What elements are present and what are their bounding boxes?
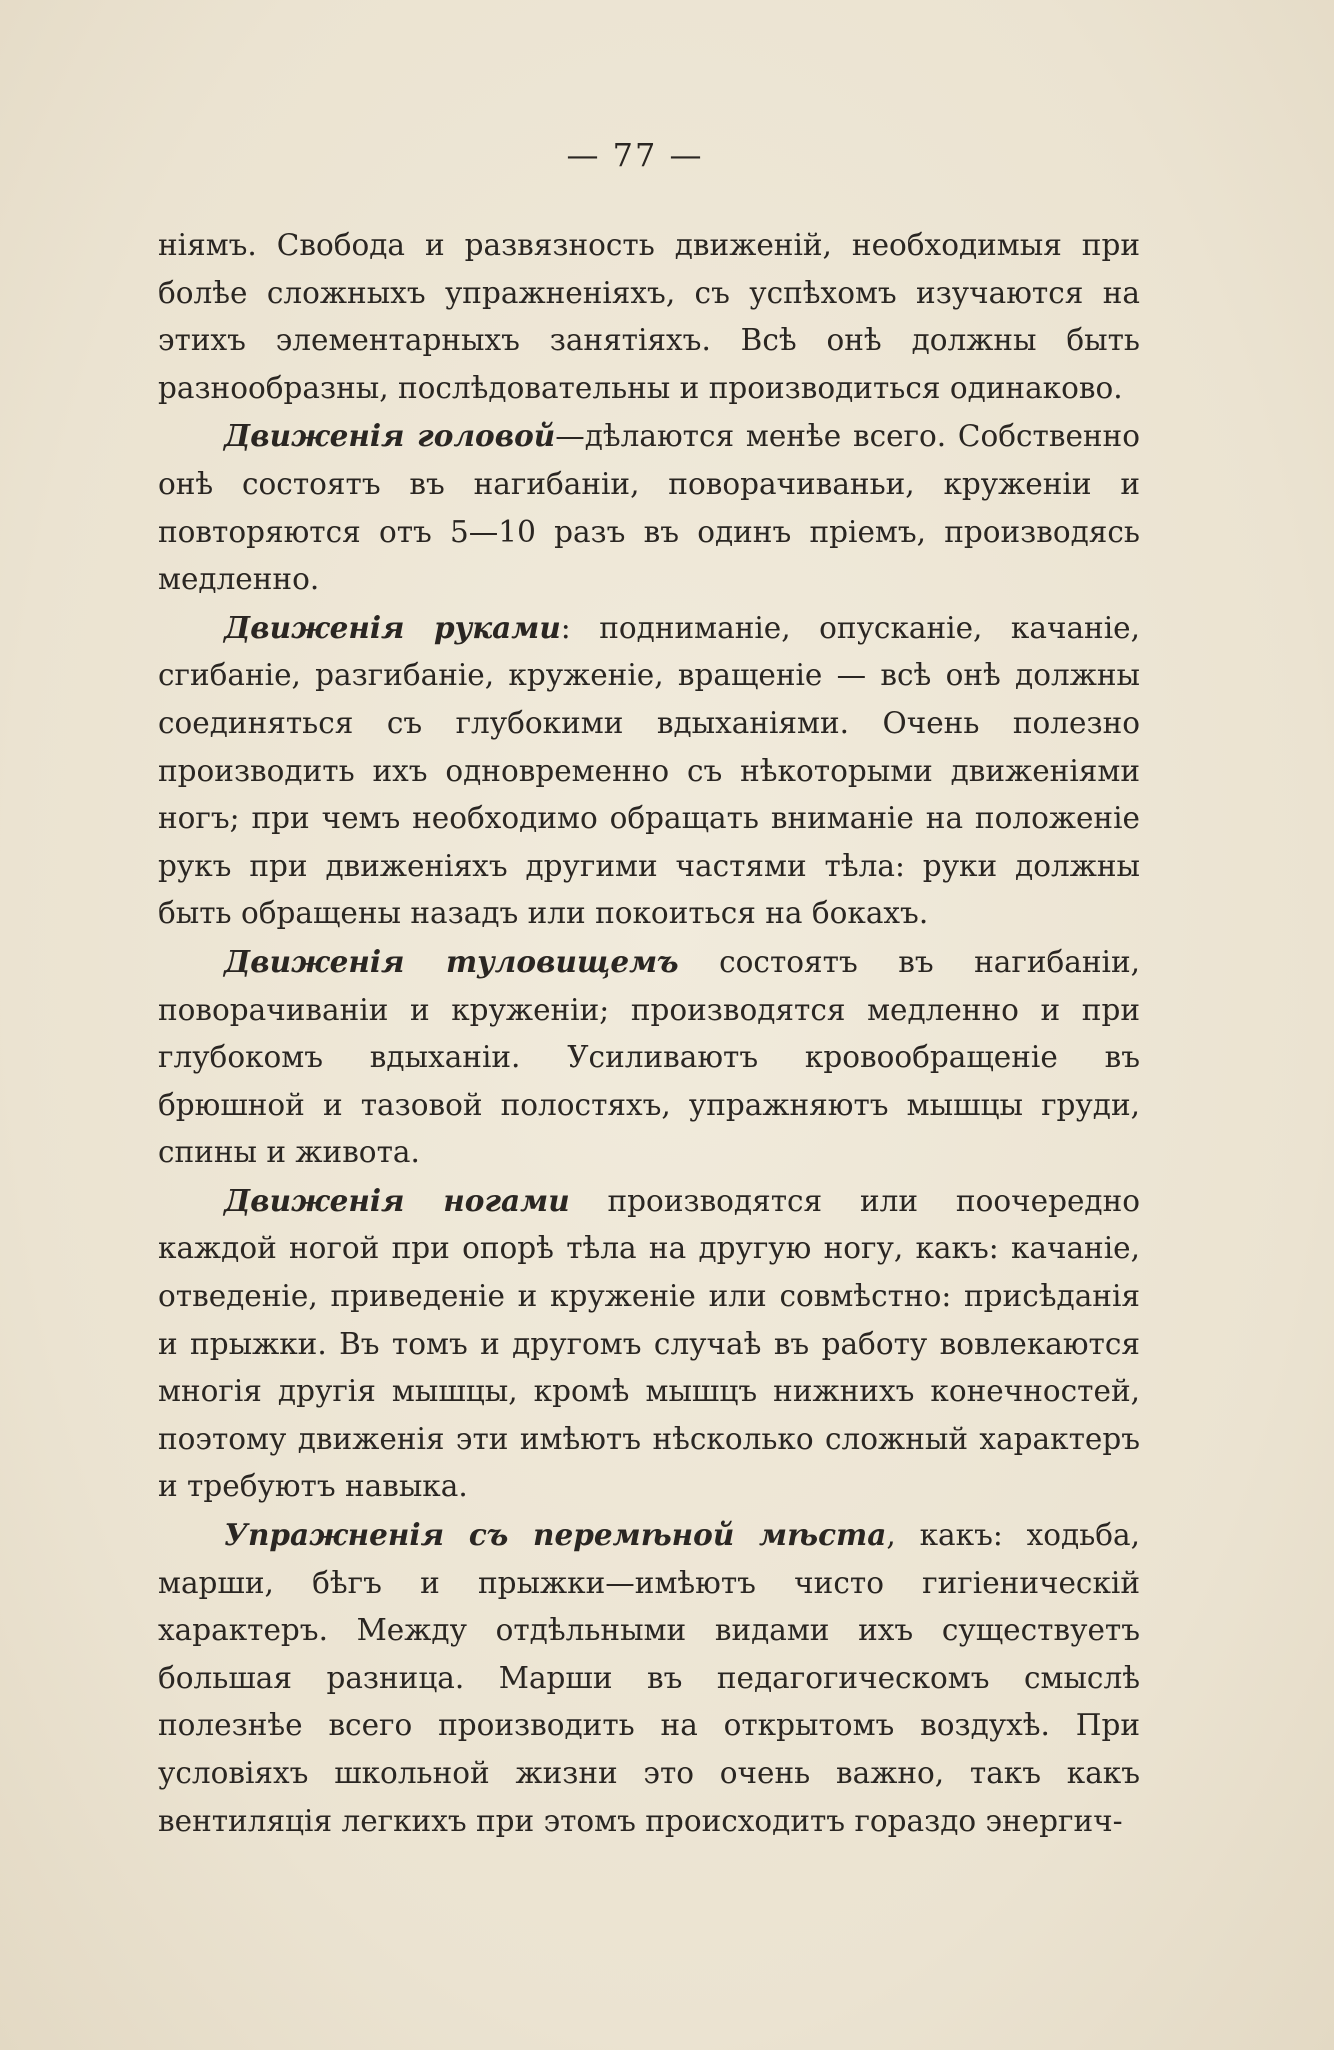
paragraph-arm-movements (158, 604, 1140, 938)
paragraph-text: ніямъ. Свобода и развязность движеній, необходимыя при болѣе сложныхъ упражненіяхъ, съ успѣхомъ изучаются на этихъ элементарныхъ занятіяхъ. Всѣ онѣ должны быть разнообразны, послѣдовательны и производиться одинаково. (158, 228, 1140, 405)
paragraph-head-movements (158, 412, 1140, 603)
paragraph-lead: Движенія головой (224, 418, 556, 454)
paragraph-text: производятся или поочередно каждой ногой при опорѣ тѣла на другую ногу, какъ: качаніе, отведеніе, приведеніе и круженіе или совмѣстно: присѣданія и прыжки. Въ томъ и другомъ случаѣ въ работу вовлекаются многія другія мышцы, кромѣ мышцъ нижнихъ конечностей, поэтому движенія эти имѣютъ нѣсколько сложный характеръ и требуютъ навыка. (158, 1183, 1140, 1504)
paragraph-lead: Упражненія съ перемѣной мѣста (224, 1517, 887, 1553)
paragraph-lead: Движенія руками (224, 609, 561, 645)
paragraph-torso-movements (158, 938, 1140, 1177)
paragraph-leg-movements (158, 1177, 1140, 1511)
paragraph-locomotion-exercises (158, 1511, 1140, 1845)
paragraph-text: : подниманіе, опусканіе, качаніе, сгибаніе, разгибаніе, круженіе, вращеніе — всѣ онѣ должны соединяться съ глубокими вдыханіями. Очень полезно производить ихъ одновременно съ нѣкоторыми движеніями ногъ; при чемъ необходимо обращать вниманіе на положеніе рукъ при движеніяхъ другими частями тѣла: руки должны быть обращены назадъ или покоиться на бокахъ. (158, 610, 1140, 931)
page-number: — 77 — (566, 136, 704, 174)
paragraph-continuation (158, 222, 1140, 412)
body-text (158, 222, 1140, 1845)
paragraph-text: состоятъ въ нагибаніи, поворачиваніи и круженіи; производятся медленно и при глубокомъ вдыханіи. Усиливаютъ кровообращеніе въ брюшной и тазовой полостяхъ, упражняютъ мышцы груди, спины и живота. (158, 944, 1140, 1170)
paragraph-lead: Движенія ногами (224, 1182, 570, 1218)
paragraph-text: —дѣлаются менѣе всего. Собственно онѣ состоятъ въ нагибаніи, поворачиваньи, круженіи и повторяются отъ 5—10 разъ въ одинъ пріемъ, производясь медленно. (158, 419, 1140, 597)
paragraph-lead: Движенія туловищемъ (224, 943, 679, 979)
paragraph-text: , какъ: ходьба, марши, бѣгъ и прыжки—имѣютъ чисто гигіеническій характеръ. Между отдѣльными видами ихъ существуетъ большая разница. Марши въ педагогическомъ смыслѣ полезнѣе всего производить на открытомъ воздухѣ. При условіяхъ школьной жизни это очень важно, такъ какъ вентиляція легкихъ при этомъ происходитъ гораздо энергич- (158, 1518, 1140, 1838)
